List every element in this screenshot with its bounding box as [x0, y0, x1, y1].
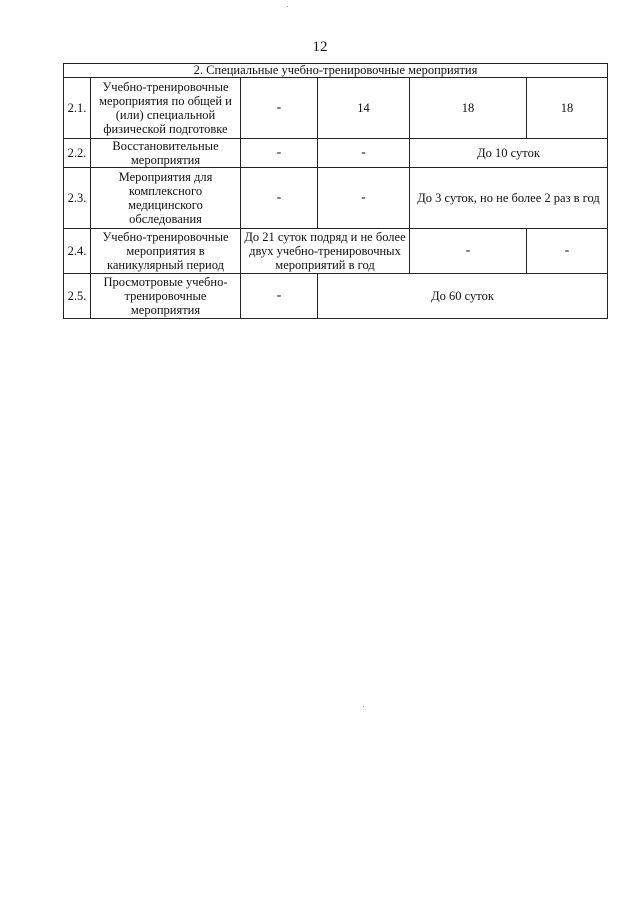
- cell-value: -: [241, 78, 318, 139]
- row-number: 2.2.: [64, 139, 91, 168]
- page-number: 12: [312, 39, 328, 55]
- training-events-table: [63, 63, 608, 319]
- event-name: Просмотровые учебно-тренировочные мероприятия: [91, 274, 241, 319]
- cell-value: 18: [410, 78, 527, 139]
- cell-value: -: [527, 229, 608, 274]
- row-number: 2.4.: [64, 229, 91, 274]
- table-row: [64, 274, 608, 319]
- cell-value: -: [241, 168, 318, 229]
- table-row: [64, 229, 608, 274]
- cell-value: -: [318, 168, 410, 229]
- table-row: [64, 78, 608, 139]
- cell-value: -: [318, 139, 410, 168]
- event-name: Учебно-тренировочные мероприятия в каникулярный период: [91, 229, 241, 274]
- section-title: 2. Специальные учебно-тренировочные мероприятия: [64, 64, 608, 78]
- cell-value: -: [241, 139, 318, 168]
- cell-value-merged: До 3 суток, но не более 2 раз в год: [410, 168, 608, 229]
- scan-artifact: [363, 706, 364, 707]
- table-section-header-row: [64, 64, 608, 78]
- cell-value-merged: До 21 суток подряд и не более двух учебно-тренировочных мероприятий в год: [241, 229, 410, 274]
- row-number: 2.3.: [64, 168, 91, 229]
- table-row: [64, 168, 608, 229]
- cell-value: -: [241, 274, 318, 319]
- scan-artifact: [287, 6, 288, 7]
- cell-value: 18: [527, 78, 608, 139]
- table-row: [64, 139, 608, 168]
- cell-value-merged: До 10 суток: [410, 139, 608, 168]
- cell-value: 14: [318, 78, 410, 139]
- cell-value: -: [410, 229, 527, 274]
- event-name: Мероприятия для комплексного медицинского обследования: [91, 168, 241, 229]
- row-number: 2.5.: [64, 274, 91, 319]
- cell-value-merged: До 60 суток: [318, 274, 608, 319]
- event-name: Учебно-тренировочные мероприятия по общей и (или) специальной физической подготовке: [91, 78, 241, 139]
- row-number: 2.1.: [64, 78, 91, 139]
- event-name: Восстановительные мероприятия: [91, 139, 241, 168]
